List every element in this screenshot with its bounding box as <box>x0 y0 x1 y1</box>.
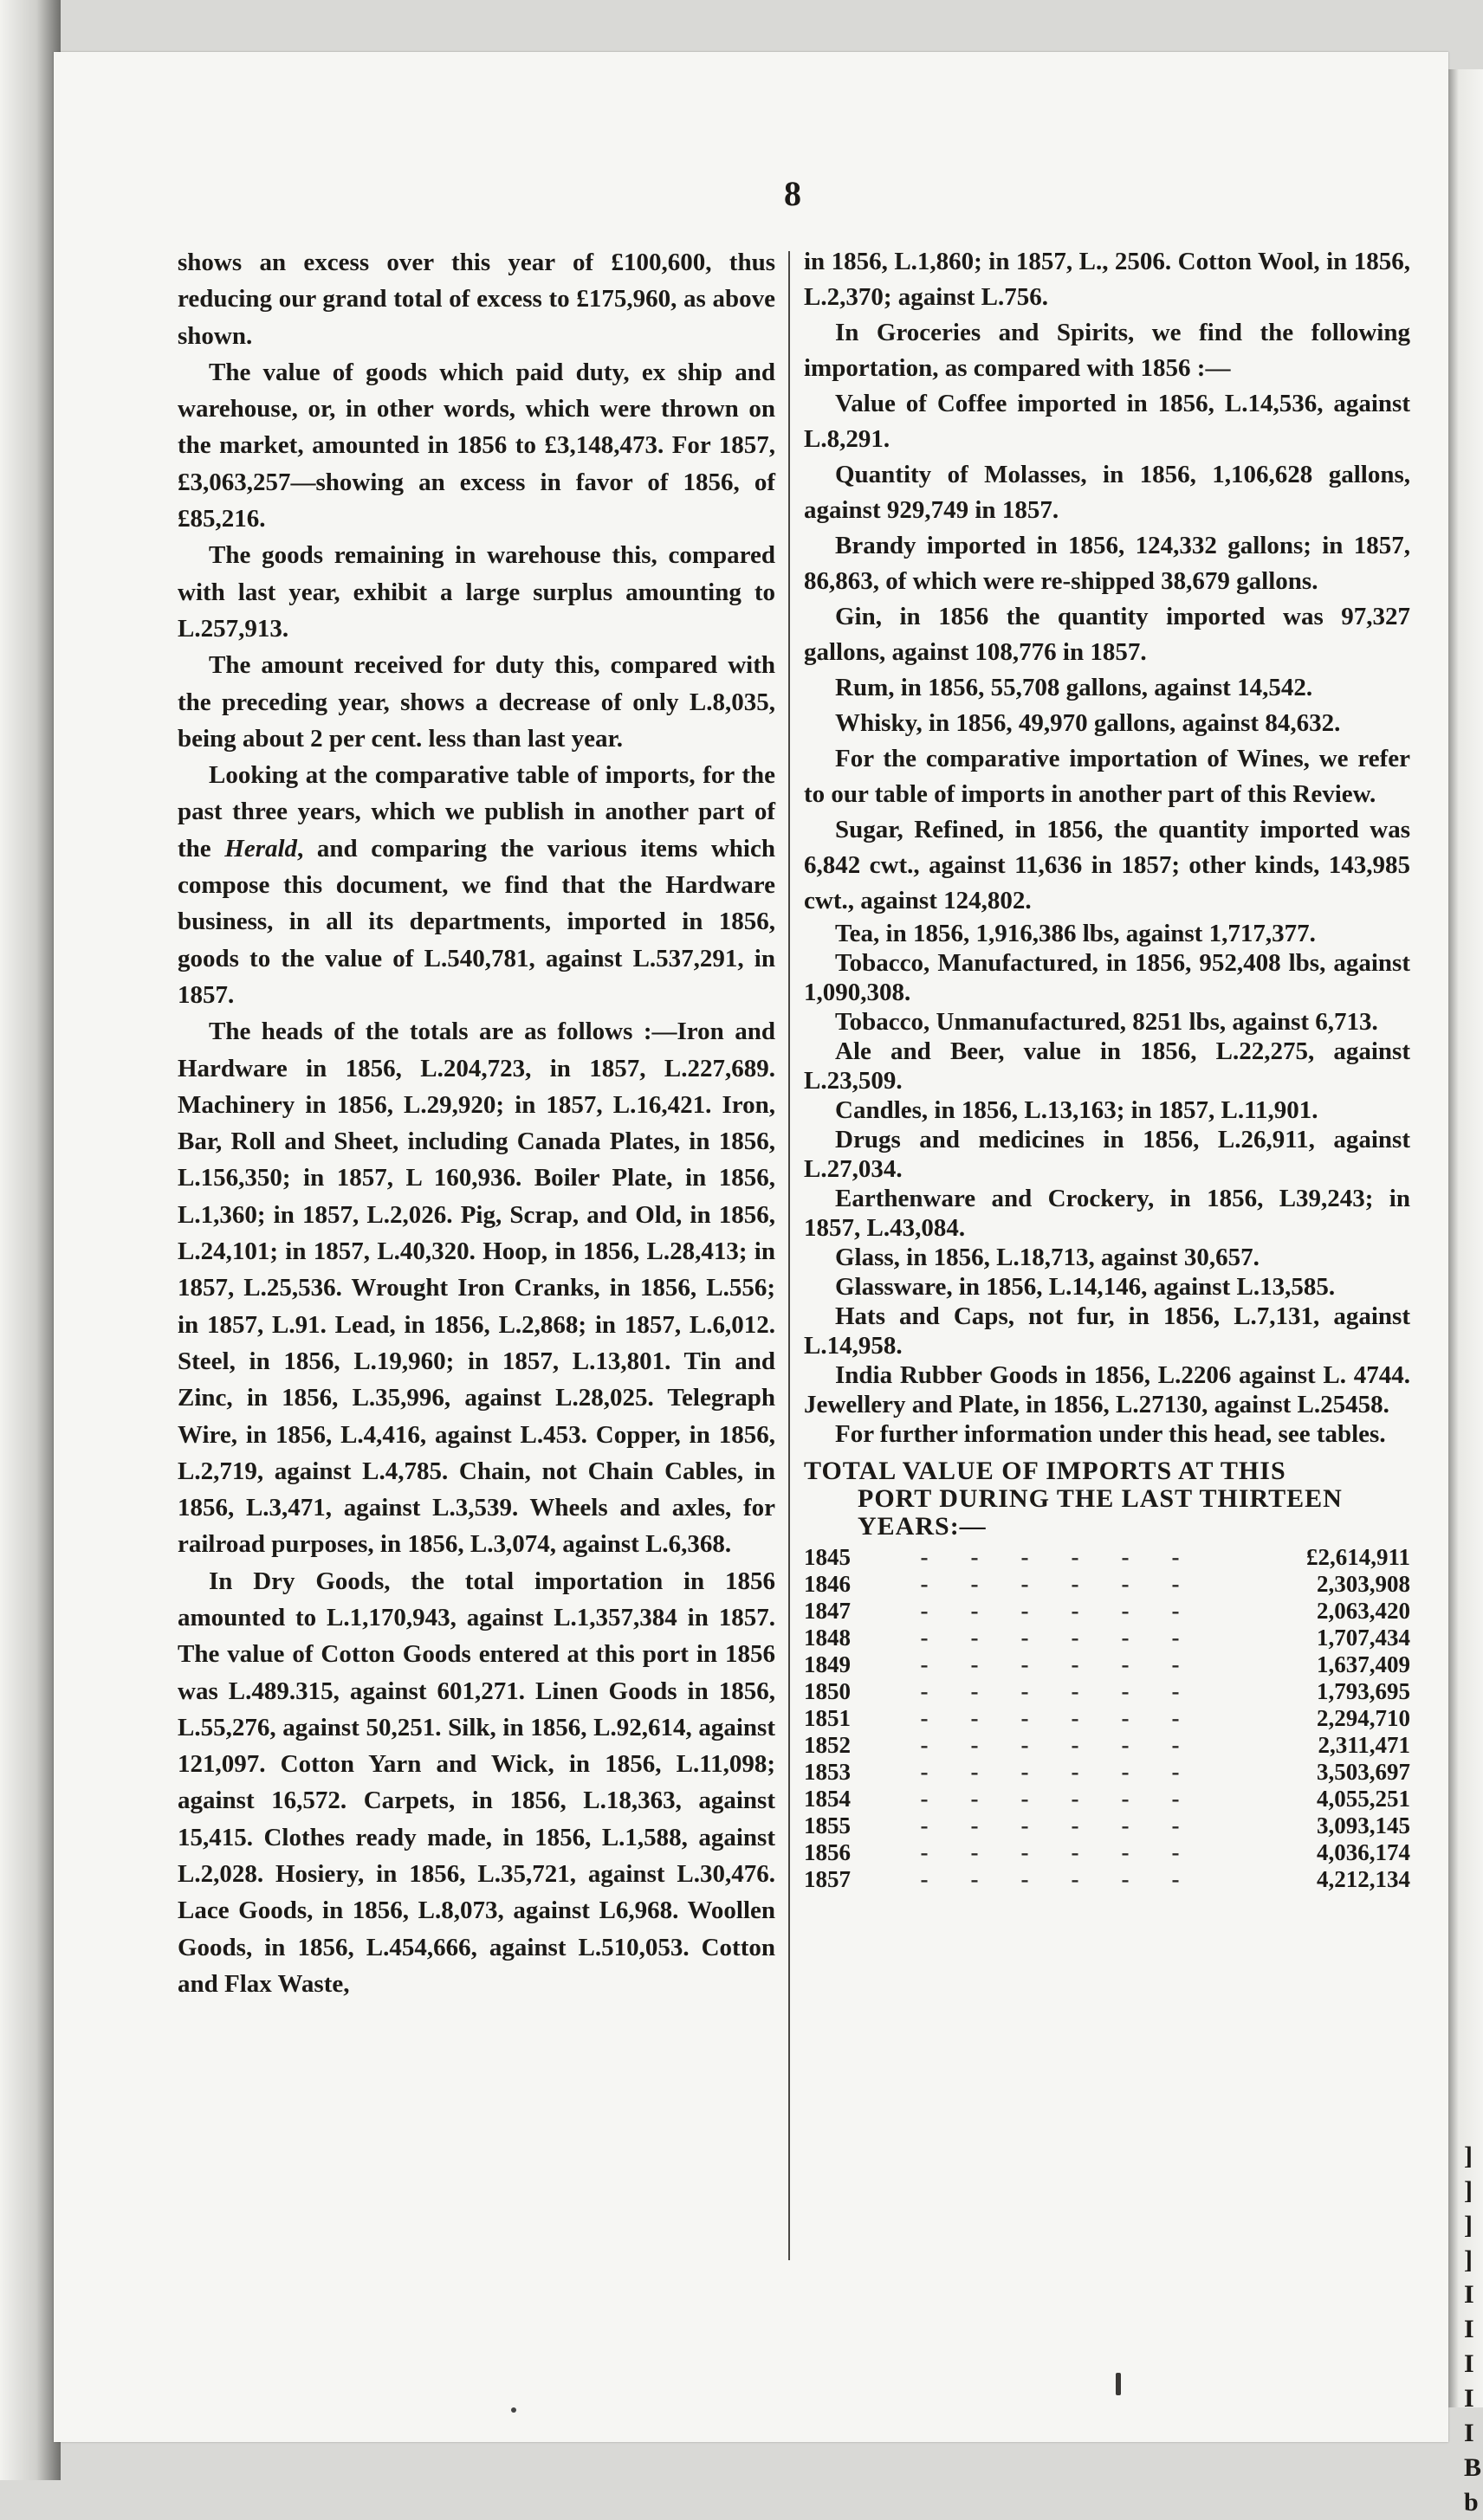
import-year: 1854 <box>804 1786 851 1812</box>
import-value: 1,793,695 <box>1317 1678 1410 1704</box>
table-row <box>804 1705 1410 1732</box>
dot-leader: - - - - - - <box>920 1571 1180 1597</box>
paragraph: Quantity of Molasses, in 1856, 1,106,628 gallons, against 929,749 in 1857. <box>804 461 1410 524</box>
fragment-char: b <box>1464 2488 1479 2517</box>
dot-leader: - - - - - - <box>920 1759 1180 1785</box>
dot-leader: - - - - - - <box>920 1786 1180 1812</box>
fragment-char: ] <box>1464 2142 1473 2170</box>
import-value: 1,637,409 <box>1317 1651 1410 1677</box>
import-value: 3,503,697 <box>1317 1759 1410 1785</box>
paragraph: Drugs and medicines in 1856, L.26,911, against L.27,034. <box>804 1126 1410 1183</box>
paragraph: Gin, in 1856 the quantity imported was 97,327 gallons, against 108,776 in 1857. <box>804 603 1410 666</box>
paragraph: Glass, in 1856, L.18,713, against 30,657. <box>835 1244 1260 1271</box>
table-row <box>804 1651 1410 1678</box>
imports-table-heading <box>804 1457 1410 1541</box>
paragraph: In Groceries and Spirits, we find the following importation, as compared with 1856 :— <box>804 319 1410 382</box>
table-row <box>804 1839 1410 1866</box>
paragraph: The heads of the totals are as follows :—Iron and Hardware in 1856, L.204,723, in 1857, L.227,689. Machinery in 1856, L.29,920; in 1857, L.16,421. Iron, Bar, Roll and Sheet, including Canada Plates, in 1856, L.156,350; in 1857, L 160,936. Boiler Plate, in 1856, L.1,360; in 1857, L.2,026. Pig, Scrap, and Old, in 1856, L.24,101; in 1857, L.40,320. Hoop, in 1856, L.28,413; in 1857, L.25,536. Wrought Iron Cranks, in 1856, L.556; in 1857, L.91. Lead, in 1856, L.2,868; in 1857, L.6,012. Steel, in 1856, L.19,960; in 1857, L.13,801. Tin and Zinc, in 1856, L.35,996, against L.28,025. Telegraph Wire, in 1856, L.4,416, against L.453. Copper, in 1856, L.2,719, against L.4,785. Chain, not Chain Cables, in 1856, L.3,471, against L.3,539. Wheels and axles, for railroad purposes, in 1856, L.3,074, against L.6,368. <box>178 1018 775 1559</box>
dot-leader: - - - - - - <box>920 1866 1180 1892</box>
next-page-fragment <box>1464 2139 1483 2520</box>
import-year: 1847 <box>804 1598 851 1624</box>
paragraph: Tea, in 1856, 1,916,386 lbs, against 1,717,377. <box>835 920 1316 947</box>
paragraph: Hats and Caps, not fur, in 1856, L.7,131, against L.14,958. <box>804 1302 1410 1360</box>
dot-leader: - - - - - - <box>920 1625 1180 1651</box>
paragraph: Sugar, Refined, in 1856, the quantity imported was 6,842 cwt., against 11,636 in 1857; other kinds, 143,985 cwt., against 124,802. <box>804 816 1410 914</box>
dot-leader: - - - - - - <box>920 1812 1180 1838</box>
fragment-char: ] <box>1464 2211 1473 2239</box>
fragment-char: B <box>1464 2453 1482 2482</box>
fragment-char: I <box>1464 2280 1474 2309</box>
paragraph: Glassware, in 1856, L.14,146, against L.13,585. <box>835 1273 1336 1301</box>
imports-heading-line2: PORT DURING THE LAST THIRTEEN YEARS:— <box>858 1484 1343 1541</box>
import-year: 1845 <box>804 1544 851 1570</box>
fragment-char: I <box>1464 2315 1474 2343</box>
table-row <box>804 1571 1410 1598</box>
import-value: 1,707,434 <box>1317 1625 1410 1651</box>
paragraph: shows an excess over this year of £100,600, thus reducing our grand total of excess to £175,960, as above shown. <box>178 249 775 350</box>
fragment-char: ] <box>1464 2245 1473 2274</box>
table-row <box>804 1759 1410 1786</box>
left-column <box>178 244 775 2002</box>
table-row <box>804 1786 1410 1812</box>
dot-leader: - - - - - - <box>920 1678 1180 1704</box>
table-row <box>804 1598 1410 1625</box>
column-divider <box>788 251 790 2260</box>
dot-leader: - - - - - - <box>920 1839 1180 1865</box>
fragment-char: I <box>1464 2419 1474 2447</box>
paragraph: The value of goods which paid duty, ex ship and warehouse, or, in other words, which were thrown on the market, amounted in 1856 to £3,148,473. For 1857, £3,063,257—showing an excess in favor of 1856, of £85,216. <box>178 358 775 533</box>
fragment-char: I <box>1464 2384 1474 2413</box>
paragraph: For the comparative importation of Wines, we refer to our table of imports in another part of this Review. <box>804 745 1410 808</box>
paragraph: Tobacco, Manufactured, in 1856, 952,408 lbs, against 1,090,308. <box>804 949 1410 1006</box>
table-row <box>804 1866 1410 1893</box>
import-value: 2,303,908 <box>1317 1571 1410 1597</box>
imports-heading-line1: TOTAL VALUE OF IMPORTS AT THIS <box>804 1457 1286 1485</box>
paragraph: in 1856, L.1,860; in 1857, L., 2506. Cotton Wool, in 1856, L.2,370; against L.756. <box>804 248 1410 311</box>
import-value: 4,212,134 <box>1317 1866 1410 1892</box>
paragraph: Candles, in 1856, L.13,163; in 1857, L.11,901. <box>835 1096 1318 1124</box>
import-value: 2,311,471 <box>1318 1732 1410 1758</box>
page-edge-right <box>1448 69 1483 2407</box>
paragraph: India Rubber Goods in 1856, L.2206 against L. 4744. Jewellery and Plate, in 1856, L.27130, against L.25458. <box>804 1361 1410 1418</box>
import-year: 1852 <box>804 1732 851 1758</box>
import-year: 1855 <box>804 1812 851 1838</box>
paragraph: Brandy imported in 1856, 124,332 gallons; in 1857, 86,863, of which were re-shipped 38,679 gallons. <box>804 532 1410 595</box>
import-year: 1846 <box>804 1571 851 1597</box>
paragraph: The goods remaining in warehouse this, compared with last year, exhibit a large surplus amounting to L.257,913. <box>178 541 775 643</box>
page-number: 8 <box>784 174 801 213</box>
table-row <box>804 1678 1410 1705</box>
paragraph: Ale and Beer, value in 1856, L.22,275, against L.23,509. <box>804 1037 1410 1095</box>
right-column <box>804 244 1410 1893</box>
table-row <box>804 1812 1410 1839</box>
paragraph: In Dry Goods, the total importation in 1856 amounted to L.1,170,943, against L.1,357,384 in 1857. The value of Cotton Goods entered at this port in 1856 was L.489.315, against 601,271. Linen Goods in 1856, L.55,276, against 50,251. Silk, in 1856, L.92,614, against 121,097. Cotton Yarn and Wick, in 1856, L.11,098; against 16,572. Carpets, in 1856, L.18,363, against 15,415. Clothes ready made, in 1856, L.1,588, against L.2,028. Hosiery, in 1856, L.35,721, against L.30,476. Lace Goods, in 1856, L.8,073, against L6,968. Woollen Goods, in 1856, L.454,666, against L.510,053. Cotton and Flax Waste, <box>178 1567 775 1998</box>
ink-dot <box>511 2407 516 2413</box>
import-year: 1857 <box>804 1866 851 1892</box>
imports-table <box>804 1544 1410 1893</box>
import-value: 4,055,251 <box>1317 1786 1410 1812</box>
paragraph: Rum, in 1856, 55,708 gallons, against 14,542. <box>835 674 1313 701</box>
paragraph: Earthenware and Crockery, in 1856, L39,243; in 1857, L.43,084. <box>804 1185 1410 1242</box>
fragment-char: I <box>1464 2349 1474 2378</box>
paragraph: Looking at the comparative table of imports, for the past three years, which we publish in another part of the Herald, and comparing the various items which compose this document, we find that the Hardware business, in all its departments, imported in 1856, goods to the value of L.540,781, against L.537,291, in 1857. <box>178 761 775 1009</box>
fragment-char: ] <box>1464 2176 1473 2205</box>
import-year: 1850 <box>804 1678 851 1704</box>
import-year: 1856 <box>804 1839 851 1865</box>
import-value: 3,093,145 <box>1317 1812 1410 1838</box>
ink-mark <box>1116 2373 1121 2395</box>
dot-leader: - - - - - - <box>920 1598 1180 1624</box>
dot-leader: - - - - - - <box>920 1732 1180 1758</box>
paragraph: For further information under this head, see tables. <box>835 1420 1386 1448</box>
table-row <box>804 1732 1410 1759</box>
import-year: 1853 <box>804 1759 851 1785</box>
paragraph: Whisky, in 1856, 49,970 gallons, against 84,632. <box>835 709 1341 737</box>
dot-leader: - - - - - - <box>920 1544 1180 1570</box>
scan-left-edge <box>0 0 61 2480</box>
import-value: £2,614,911 <box>1305 1544 1410 1570</box>
import-year: 1851 <box>804 1705 851 1731</box>
dot-leader: - - - - - - <box>920 1651 1180 1677</box>
paragraph: The amount received for duty this, compared with the preceding year, shows a decrease of only L.8,035, being about 2 per cent. less than last year. <box>178 651 775 753</box>
import-value: 2,063,420 <box>1317 1598 1410 1624</box>
paragraph: Tobacco, Unmanufactured, 8251 lbs, against 6,713. <box>835 1008 1378 1036</box>
dot-leader: - - - - - - <box>920 1705 1180 1731</box>
import-year: 1849 <box>804 1651 851 1677</box>
import-value: 4,036,174 <box>1317 1839 1410 1865</box>
paragraph: Value of Coffee imported in 1856, L.14,536, against L.8,291. <box>804 390 1410 453</box>
import-value: 2,294,710 <box>1317 1705 1410 1731</box>
table-row <box>804 1625 1410 1651</box>
table-row <box>804 1544 1410 1571</box>
import-year: 1848 <box>804 1625 851 1651</box>
